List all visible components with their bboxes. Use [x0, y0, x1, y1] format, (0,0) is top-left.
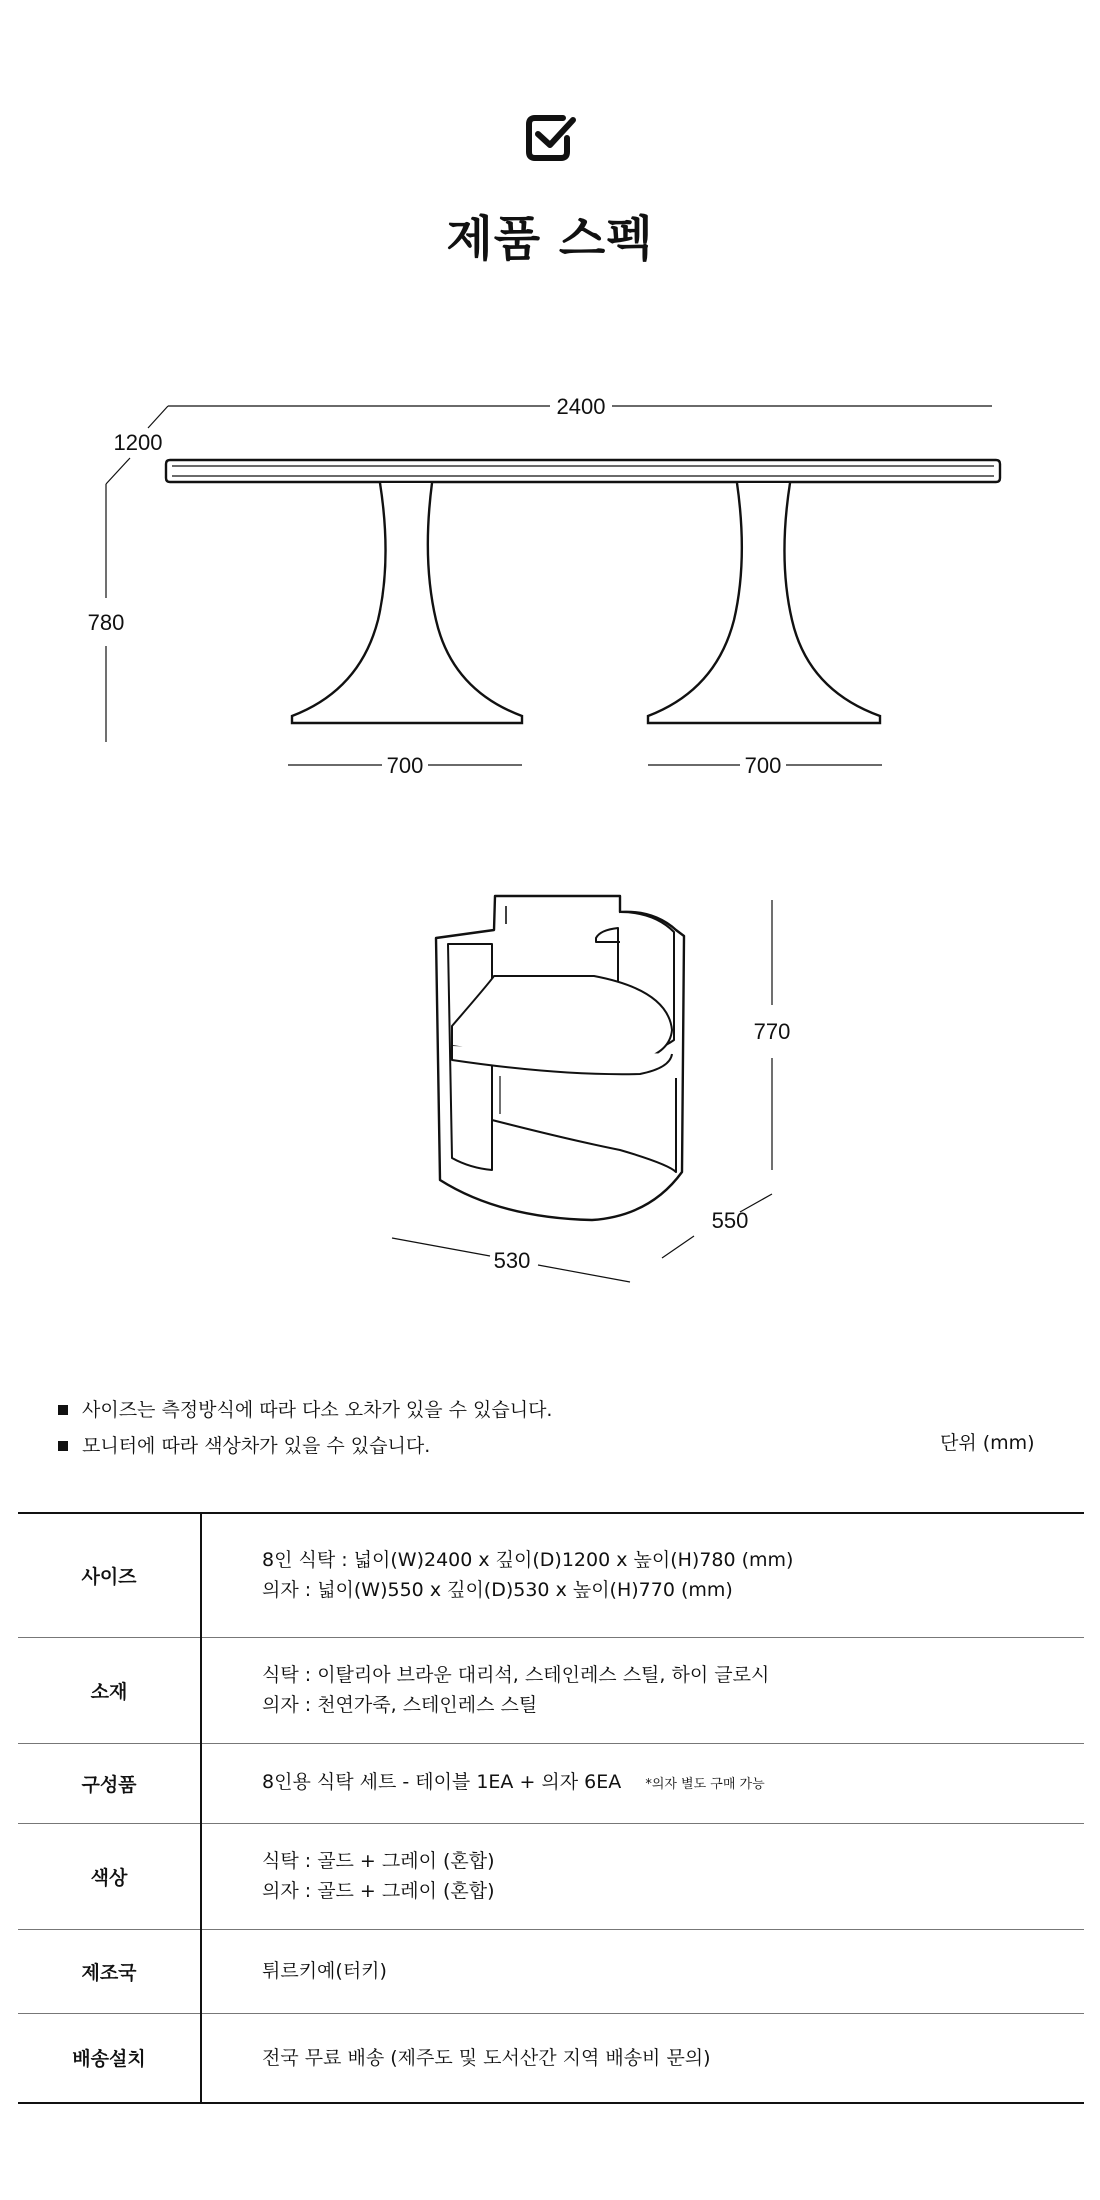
row-header-shipping: 배송설치 [18, 2013, 201, 2103]
size-line-2: 의자 : 넓이(W)550 x 깊이(D)530 x 높이(H)770 (mm) [262, 1579, 733, 1602]
row-header-color: 색상 [18, 1823, 201, 1929]
note-item [58, 1392, 552, 1428]
table-row [18, 1929, 1084, 2013]
note-text: 사이즈는 측정방식에 따라 다소 오차가 있을 수 있습니다. [82, 1399, 553, 1421]
table-width-label: 2400 [556, 394, 606, 419]
row-value-shipping [201, 2013, 1084, 2103]
row-value-size [201, 1513, 1084, 1637]
table-height-label: 780 [87, 610, 125, 635]
row-value-origin [201, 1929, 1084, 2013]
row-value-color [201, 1823, 1084, 1929]
row-header-origin: 제조국 [18, 1929, 201, 2013]
note-text: 모니터에 따라 색상차가 있을 수 있습니다. [82, 1435, 431, 1457]
components-line-1: 8인용 식탁 세트 - 테이블 1EA + 의자 6EA [262, 1770, 622, 1793]
components-note: *의자 별도 구매 가능 [645, 1776, 765, 1792]
table-base-left-label: 700 [386, 753, 424, 778]
table-row [18, 1743, 1084, 1823]
color-line-2: 의자 : 골드 + 그레이 (혼합) [262, 1880, 495, 1902]
spec-table [18, 1512, 1084, 2104]
table-row [18, 1823, 1084, 1929]
size-line-1: 8인 식탁 : 넓이(W)2400 x 깊이(D)1200 x 높이(H)780 (mm) [262, 1549, 794, 1572]
unit-label: 단위 (mm) [940, 1432, 1035, 1454]
chair-width-label: 530 [493, 1248, 531, 1273]
chair-depth-label: 550 [711, 1208, 749, 1233]
table-depth-label: 1200 [113, 430, 163, 455]
row-value-components [201, 1743, 1084, 1823]
material-line-2: 의자 : 천연가죽, 스테인레스 스틸 [262, 1694, 538, 1716]
chair-height-label: 770 [753, 1019, 791, 1044]
notes-list [58, 1392, 552, 1464]
origin-line-1: 튀르키예(터키) [262, 1960, 387, 1982]
table-base-right-label: 700 [744, 753, 782, 778]
row-header-size: 사이즈 [18, 1513, 201, 1637]
table-row [18, 1513, 1084, 1637]
bullet-icon [58, 1441, 68, 1451]
row-header-material: 소재 [18, 1637, 201, 1743]
material-line-1: 식탁 : 이탈리아 브라운 대리석, 스테인레스 스틸, 하이 글로시 [262, 1664, 770, 1686]
row-header-components: 구성품 [18, 1743, 201, 1823]
table-row [18, 1637, 1084, 1743]
note-item [58, 1428, 552, 1464]
page-title: 제품 스펙 [446, 211, 654, 267]
shipping-line-1: 전국 무료 배송 (제주도 및 도서산간 지역 배송비 문의) [262, 2046, 711, 2069]
bullet-icon [58, 1405, 68, 1415]
row-value-material [201, 1637, 1084, 1743]
table-row [18, 2013, 1084, 2103]
color-line-1: 식탁 : 골드 + 그레이 (혼합) [262, 1850, 495, 1872]
